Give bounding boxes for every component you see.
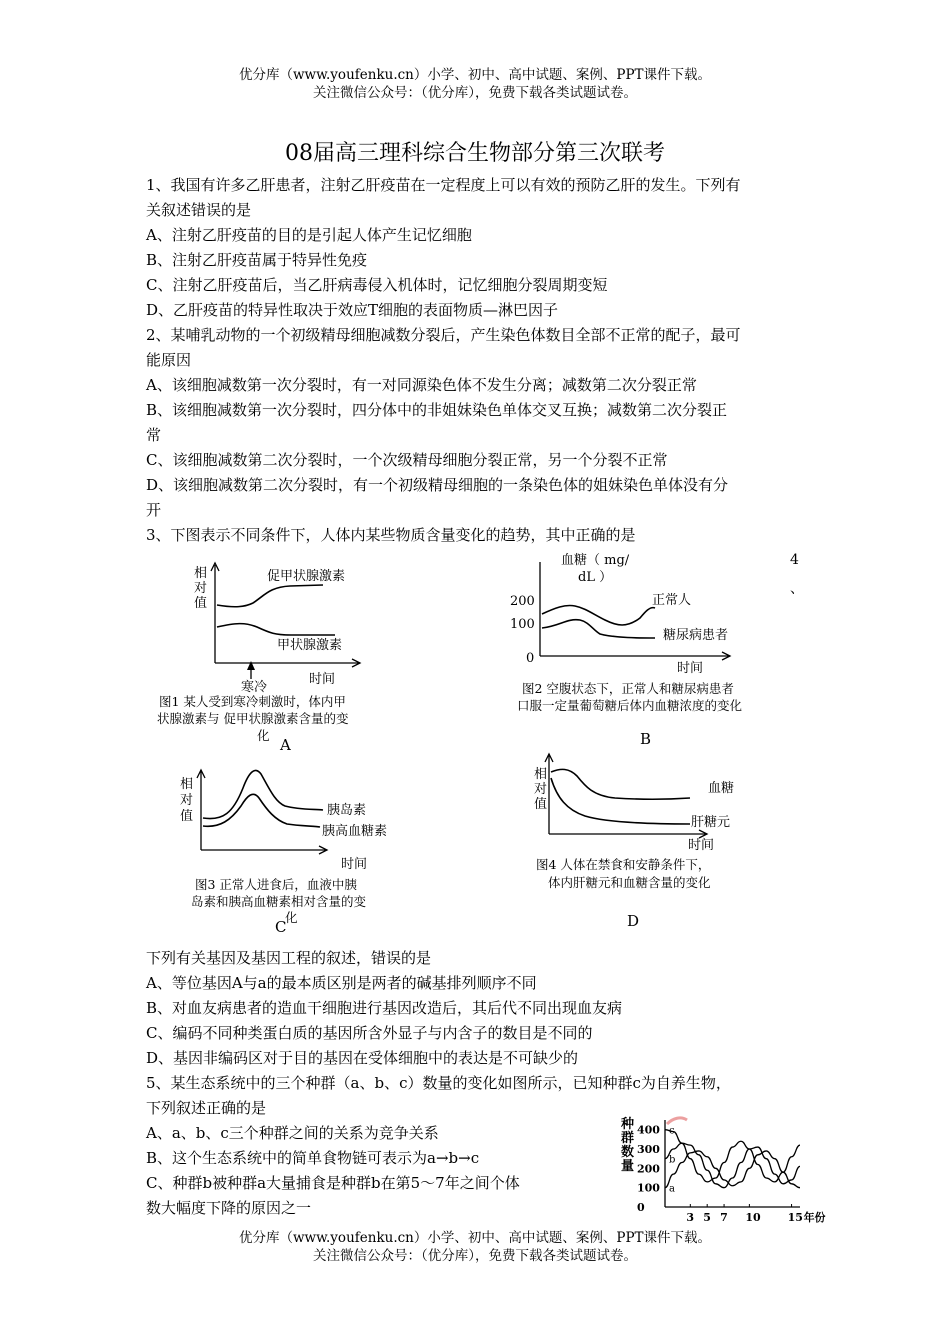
figure-d-xlabel: 时间 <box>688 838 715 853</box>
figure-c-caption-1: 图3 正常人进食后，血液中胰 <box>195 877 357 892</box>
q5-option-c-2: 数大幅度下降的原因之一 <box>146 1199 312 1217</box>
figure-a <box>145 555 445 760</box>
figure-d-caption-2: 体内肝糖元和血糖含量的变化 <box>548 875 711 890</box>
q2-option-c: C、该细胞减数第二次分裂时，一个次级精母细胞分裂正常，另一个分裂不正常 <box>146 451 668 469</box>
q1-option-c: C、注射乙肝疫苗后，当乙肝病毒侵入机体时，记忆细胞分裂周期变短 <box>146 276 608 294</box>
figure-d-caption-1: 图4 人体在禁食和安静条件下， <box>536 857 711 872</box>
q4-stem: 下列有关基因及基因工程的叙述，错误的是 <box>146 949 432 967</box>
figure-c-label-insulin: 胰岛素 <box>327 803 367 818</box>
q4-option-b: B、对血友病患者的造血干细胞进行基因改造后，其后代不同出现血友病 <box>146 999 623 1017</box>
q5-stem-2: 下列叙述正确的是 <box>146 1099 267 1117</box>
figure-a-label-tsh: 促甲状腺激素 <box>267 569 346 584</box>
page-title: 08届高三理科综合生物部分第三次联考 <box>285 141 665 166</box>
figure-a-label-thyroid: 甲状腺激素 <box>277 638 343 653</box>
pop-xtick: 5 <box>703 1211 711 1224</box>
figure-b-tick-100: 100 <box>510 617 535 632</box>
pop-series-label-b: b <box>669 1154 676 1166</box>
figure-b-xlabel: 时间 <box>677 661 704 676</box>
figure-c-caption-2: 岛素和胰高血糖素相对含量的变 <box>191 894 367 909</box>
figure-a-caption-1: 图1 某人受到寒冷刺激时，体内甲 <box>159 694 346 709</box>
figure-b-letter: B <box>640 730 652 748</box>
pop-series-a <box>665 1151 800 1188</box>
side-number: 4 <box>790 552 799 568</box>
q2-option-b-1: B、该细胞减数第一次分裂时，四分体中的非姐妹染色单体交叉互换；减数第二次分裂正 <box>146 401 728 419</box>
q4-option-a: A、等位基因A与a的最本质区别是两者的碱基排列顺序不同 <box>146 974 537 992</box>
figure-b-curve-diabetic <box>542 620 655 638</box>
pop-ytick: 300 <box>637 1143 660 1156</box>
header-line-1: 优分库（www.youfenku.cn）小学、初中、高中试题、案例、PPT课件下载。 <box>238 67 712 83</box>
q4-option-d: D、基因非编码区对于目的基因在受体细胞中的表达是不可缺少的 <box>146 1049 579 1067</box>
figure-c-caption-3: 化 <box>285 910 298 925</box>
figure-a-xlabel: 时间 <box>309 672 336 687</box>
q1-option-a: A、注射乙肝疫苗的目的是引起人体产生记忆细胞 <box>146 226 472 244</box>
pop-xtick: 10 <box>745 1211 761 1224</box>
population-chart <box>615 1110 826 1230</box>
pop-series-label-c: c <box>669 1125 675 1137</box>
q5-option-b: B、这个生态系统中的简单食物链可表示为a→b→c <box>146 1149 480 1167</box>
figure-d-curve-glucose <box>551 769 690 799</box>
figure-d-label-glucose: 血糖 <box>708 781 735 796</box>
pop-ytick: 400 <box>637 1123 660 1137</box>
pop-ytick: 200 <box>637 1162 660 1176</box>
pop-xtick: 7 <box>720 1211 728 1224</box>
q3-stem: 3、下图表示不同条件下，人体内某些物质含量变化的趋势，其中正确的是 <box>146 526 636 544</box>
figure-b-curve-normal <box>542 605 655 625</box>
population-chart-red-mark <box>667 1118 687 1124</box>
pop-series-label-a: a <box>669 1183 675 1195</box>
figure-a-curve-tsh <box>217 585 323 607</box>
figure-d-label-glycogen: 肝糖元 <box>691 815 731 830</box>
figure-c-ylabel-1: 相 <box>180 777 194 792</box>
figure-d-ylabel-3: 值 <box>534 797 548 812</box>
pop-ytick: 0 <box>637 1201 645 1214</box>
pop-ytick: 100 <box>637 1181 660 1195</box>
pop-series-c <box>665 1130 800 1182</box>
figure-b-label-diabetic: 糖尿病患者 <box>663 628 729 643</box>
figure-d-ylabel-2: 对 <box>534 782 548 797</box>
figure-c <box>175 758 425 938</box>
q5-option-c-1: C、种群b被种群a大量捕食是种群b在第5～7年之间个体 <box>146 1174 520 1192</box>
figure-c-xlabel: 时间 <box>341 857 368 872</box>
pop-ylabel-4: 量 <box>621 1159 635 1174</box>
pop-ylabel-3: 数 <box>621 1145 635 1160</box>
figure-d <box>525 750 765 930</box>
q2-stem-1: 2、某哺乳动物的一个初级精母细胞减数分裂后，产生染色体数目全部不正常的配子，最可 <box>146 326 741 344</box>
q1-option-d: D、乙肝疫苗的特异性取决于效应T细胞的表面物质—淋巴因子 <box>146 301 559 319</box>
figure-c-curve-glucagon <box>203 794 320 827</box>
pop-ylabel-1: 种 <box>621 1117 635 1132</box>
figure-a-ylabel-2: 对 <box>194 581 208 596</box>
header-line-2: 关注微信公众号：（优分库），免费下载各类试题试卷。 <box>313 85 637 101</box>
figure-b-label-normal: 正常人 <box>652 593 692 608</box>
figure-c-label-glucagon: 胰高血糖素 <box>322 824 388 839</box>
figure-a-letter: A <box>280 736 291 754</box>
figure-a-curve-thyroid <box>217 624 335 635</box>
q5-stem-1: 5、某生态系统中的三个种群（a、b、c）数量的变化如图所示，已知种群c为自养生物， <box>146 1074 731 1092</box>
q1-stem-2: 关叙述错误的是 <box>146 201 252 219</box>
q2-stem-2: 能原因 <box>146 351 192 369</box>
footer-line-1: 优分库（www.youfenku.cn）小学、初中、高中试题、案例、PPT课件下载。 <box>238 1230 712 1246</box>
figure-c-ylabel-3: 值 <box>180 809 194 824</box>
figure-d-ylabel-1: 相 <box>534 767 548 782</box>
q2-option-d-2: 开 <box>146 501 162 519</box>
figure-b-caption-1: 图2 空腹状态下，正常人和糖尿病患者 <box>522 681 734 696</box>
figure-a-caption-3: 化 <box>257 728 270 743</box>
pop-xtick: 15 <box>787 1211 803 1224</box>
q1-stem-1: 1、我国有许多乙肝患者，注射乙肝疫苗在一定程度上可以有效的预防乙肝的发生。下列有 <box>146 176 741 194</box>
figure-a-ylabel-1: 相 <box>194 566 208 581</box>
figure-a-event-label: 寒冷 <box>241 680 268 695</box>
pop-ylabel-2: 群 <box>621 1131 635 1146</box>
q4-option-c: C、编码不同种类蛋白质的基因所含外显子与内含子的数目是不同的 <box>146 1024 593 1042</box>
figure-d-letter: D <box>627 912 640 930</box>
figure-b-tick-0: 0 <box>526 651 535 666</box>
figure-c-letter: C <box>275 918 287 936</box>
q2-option-d-1: D、该细胞减数第二次分裂时，有一个初级精母细胞的一条染色体的姐妹染色单体没有分 <box>146 476 729 494</box>
footer-line-2: 关注微信公众号：（优分库），免费下载各类试题试卷。 <box>313 1248 637 1264</box>
figure-d-curve-glycogen <box>551 778 690 824</box>
figure-b-caption-2: 口服一定量葡萄糖后体内血糖浓度的变化 <box>517 698 743 713</box>
figure-b-tick-200: 200 <box>510 594 535 609</box>
figure-b-ylabel-1: 血糖（ mg/ <box>561 553 630 568</box>
figure-c-curve-insulin <box>203 770 323 818</box>
q1-option-b: B、注射乙肝疫苗属于特异性免疫 <box>146 251 368 269</box>
figure-a-ylabel-3: 值 <box>194 596 208 611</box>
pop-xunit: 年份 <box>803 1211 826 1224</box>
q5-option-a: A、a、b、c三个种群之间的关系为竞争关系 <box>146 1124 439 1142</box>
figure-c-ylabel-2: 对 <box>180 793 194 808</box>
q2-option-a: A、该细胞减数第一次分裂时，有一对同源染色体不发生分离；减数第二次分裂正常 <box>146 376 697 394</box>
figure-b <box>505 548 795 748</box>
figure-b-ylabel-2: dL ） <box>578 570 613 585</box>
q2-option-b-2: 常 <box>146 426 162 444</box>
pop-xtick: 3 <box>686 1211 694 1224</box>
figure-a-event-arrowhead <box>247 661 255 670</box>
figure-a-caption-2: 状腺激素与 促甲状腺激素含量的变 <box>157 711 349 726</box>
side-comma: 、 <box>790 581 804 597</box>
